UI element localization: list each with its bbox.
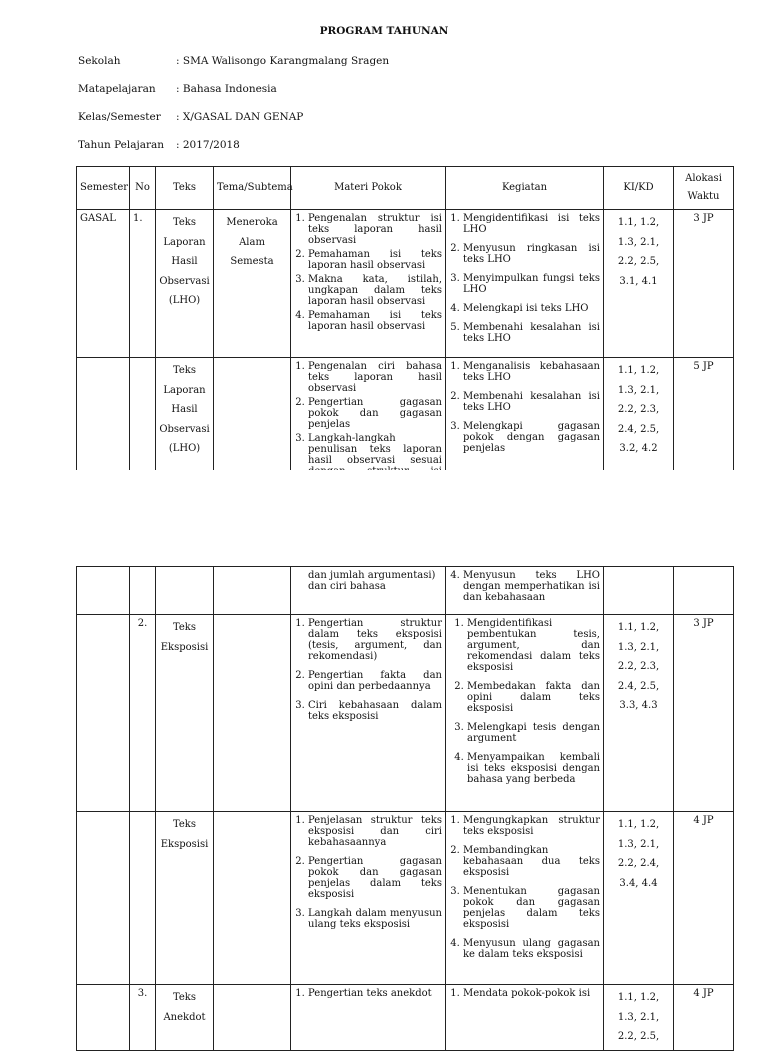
table-header-row	[77, 167, 734, 210]
cell-alokasi: 3 JP	[674, 210, 734, 358]
list-item: 4. Pemahaman isi teks laporan hasil observasi	[308, 310, 442, 332]
cell-semester	[77, 985, 130, 1051]
list-item: 1. Mengidentifikasi isi teks LHO	[463, 213, 600, 235]
cell-kegiatan	[446, 985, 604, 1051]
list-item: 1. Pengenalan struktur isi teks laporan hasil observasi	[308, 213, 442, 246]
header-no: No	[130, 167, 156, 210]
cell-materi	[291, 567, 446, 615]
list-item: 4. Melengkapi isi teks LHO	[463, 303, 600, 314]
cell-no	[130, 812, 156, 985]
cell-kegiatan	[446, 567, 604, 615]
header-kegiatan: Kegiatan	[446, 167, 604, 210]
list-item: 1. Menganalisis kebahasaan teks LHO	[463, 361, 600, 383]
table-row	[77, 210, 734, 358]
cell-kikd: 1.1, 1.2, 1.3, 2.1, 2.2, 2.5,	[604, 985, 674, 1051]
header-teks: Teks	[156, 167, 214, 210]
cell-semester	[77, 567, 130, 615]
list-item: 5. Membenahi kesalahan isi teks LHO	[463, 322, 600, 344]
header-semester: Semester	[77, 167, 130, 210]
cell-materi	[291, 812, 446, 985]
list-item: 3. Melengkapi gagasan pokok dengan gagasan penjelas	[463, 421, 600, 454]
cell-materi	[291, 210, 446, 358]
cell-alokasi: 4 JP	[674, 985, 734, 1051]
list-item: 3. Melengkapi tesis dengan argument	[467, 722, 600, 744]
list-item: 2. Pengertian gagasan pokok dan gagasan penjelas	[308, 397, 442, 430]
list-item: 1. Pengertian teks anekdot	[308, 988, 442, 999]
list-item: 2. Menyusun ringkasan isi teks LHO	[463, 243, 600, 265]
list-item: 1. Mengidentifikasi pembentukan tesis, argument, dan rekomendasi dalam teks eksposisi	[467, 618, 600, 673]
cell-tema	[214, 567, 291, 615]
list-item: 2. Pengertian fakta dan opini dan perbedaannya	[308, 670, 442, 692]
cell-no	[130, 567, 156, 615]
list-item: 2. Membedakan fakta dan opini dalam teks eksposisi	[467, 681, 600, 714]
materi-continuation: dan jumlah argumentasi) dan ciri bahasa	[308, 570, 436, 592]
table-row	[77, 985, 734, 1051]
cell-alokasi: 3 JP	[674, 615, 734, 812]
list-item: 2. Pengertian gagasan pokok dan gagasan penjelas dalam teks eksposisi	[308, 856, 442, 900]
list-item: 3. Langkah-langkah penulisan teks laporan hasil observasi sesuai	[308, 433, 442, 510]
cell-no: 1.	[130, 210, 156, 358]
list-item: 4. Menyampaikan kembali isi teks eksposisi dengan bahasa yang berbeda	[467, 752, 600, 785]
header-materi: Materi Pokok	[291, 167, 446, 210]
list-item: 1. Mengungkapkan struktur teks eksposisi	[463, 815, 600, 837]
cell-materi	[291, 985, 446, 1051]
program-table-part-2	[76, 566, 734, 1051]
document-title: PROGRAM TAHUNAN	[319, 25, 449, 37]
list-item: 2. Pemahaman isi teks laporan hasil observasi	[308, 249, 442, 271]
cell-tema	[214, 615, 291, 812]
meta-subject: Matapelajaran : Bahasa Indonesia	[78, 83, 277, 95]
list-item: 1. Pengenalan ciri bahasa teks laporan hasil observasi	[308, 361, 442, 394]
list-item: 1. Penjelasan struktur teks eksposisi dan ciri kebahasaannya	[308, 815, 442, 848]
cell-teks: Teks Laporan Hasil Observasi (LHO)	[156, 358, 214, 517]
cell-materi	[291, 615, 446, 812]
cell-kegiatan	[446, 812, 604, 985]
meta-school: Sekolah : SMA Walisongo Karangmalang Sragen	[78, 55, 390, 67]
list-item: 3. Makna kata, istilah, ungkapan dalam teks laporan hasil observasi	[308, 274, 442, 307]
header-tema: Tema/Subtema	[214, 167, 291, 210]
header-kikd: KI/KD	[604, 167, 674, 210]
cell-no: 3.	[130, 985, 156, 1051]
list-item: 1. Mendata pokok-pokok isi	[463, 988, 600, 999]
cell-semester	[77, 615, 130, 812]
table-row	[77, 567, 734, 615]
cell-kegiatan	[446, 615, 604, 812]
list-item: 3. Langkah dalam menyusun ulang teks eksposisi	[308, 908, 442, 930]
cell-semester	[77, 812, 130, 985]
cell-teks: Teks Eksposisi	[156, 615, 214, 812]
cell-kikd: 1.1, 1.2, 1.3, 2.1, 2.2, 2.4, 3.4, 4.4	[604, 812, 674, 985]
cell-alokasi	[674, 567, 734, 615]
kegiatan-list	[449, 570, 600, 603]
page-break	[0, 470, 768, 566]
header-alokasi: Alokasi Waktu	[674, 167, 734, 210]
list-item: 3. Menyimpulkan fungsi teks LHO	[463, 273, 600, 295]
list-item: 4. Menyusun ulang gagasan ke dalam teks eksposisi	[463, 938, 600, 960]
cell-kegiatan	[446, 210, 604, 358]
cell-tema: Meneroka Alam Semesta	[214, 210, 291, 358]
cell-kikd: 1.1, 1.2, 1.3, 2.1, 2.2, 2.3, 2.4, 2.5, 3.3, 4.3	[604, 615, 674, 812]
cell-tema	[214, 985, 291, 1051]
list-item: 3. Ciri kebahasaan dalam teks eksposisi	[308, 700, 442, 722]
list-item: 2. Membenahi kesalahan isi teks LHO	[463, 391, 600, 413]
cell-teks: Teks Eksposisi	[156, 812, 214, 985]
cell-kikd: 1.1, 1.2, 1.3, 2.1, 2.2, 2.5, 3.1, 4.1	[604, 210, 674, 358]
program-table-part-1	[76, 166, 734, 517]
cell-teks	[156, 567, 214, 615]
list-item: 3. Menentukan gagasan pokok dan gagasan penjelas dalam teks eksposisi	[463, 886, 600, 930]
cell-semester: GASAL	[77, 210, 130, 358]
cell-teks: Teks Laporan Hasil Observasi (LHO)	[156, 210, 214, 358]
cell-tema	[214, 812, 291, 985]
cell-kikd: 1.1, 1.2, 1.3, 2.1, 2.2, 2.3, 2.4, 2.5, 3.2, 4.2	[604, 358, 674, 517]
cell-alokasi: 4 JP	[674, 812, 734, 985]
cell-teks: Teks Anekdot	[156, 985, 214, 1051]
meta-year: Tahun Pelajaran : 2017/2018	[78, 139, 240, 151]
list-item: 4. Menyusun teks LHO dengan memperhatikan isi dan kebahasaan	[463, 570, 600, 603]
cell-no: 2.	[130, 615, 156, 812]
table-row	[77, 812, 734, 985]
list-item: 2. Membandingkan kebahasaan dua teks eksposisi	[463, 845, 600, 878]
cell-kikd	[604, 567, 674, 615]
table-row	[77, 615, 734, 812]
cell-alokasi: 5 JP	[674, 358, 734, 517]
meta-class: Kelas/Semester : X/GASAL DAN GENAP	[78, 111, 304, 123]
list-item: 1. Pengertian struktur dalam teks eksposisi (tesis, argument, dan rekomendasi)	[308, 618, 442, 662]
